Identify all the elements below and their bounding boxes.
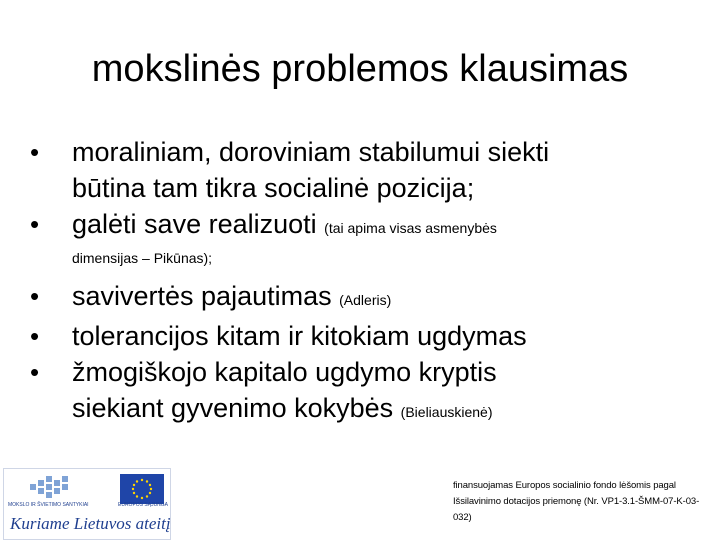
bullet-list — [30, 134, 710, 430]
bullet-text: žmogiškojo kapitalo ugdymo kryptis — [72, 357, 497, 387]
bullet-dot: • — [30, 281, 40, 311]
bullet-text-cont: siekiant gyvenimo kokybės — [72, 393, 394, 423]
eu-flag-icon — [120, 474, 164, 504]
bullet-note: (tai apima visas asmenybės — [324, 220, 497, 236]
logo-org-text: MOKSLO IR ŠVIETIMO SANTYKIAI — [8, 502, 89, 508]
bullet-dot: • — [30, 357, 40, 387]
slide-title: mokslinės problemos klausimas — [91, 48, 629, 90]
bullet-text-cont: būtina tam tikra socialinė pozicija; — [72, 173, 475, 203]
bullet-item — [30, 278, 710, 318]
bullet-text: galėti save realizuoti — [72, 209, 317, 239]
ministry-logo-icon — [30, 474, 110, 514]
bullet-text: moraliniam, doroviniam stabilumui siekti — [72, 137, 550, 167]
bullet-item — [30, 354, 710, 430]
bullet-text: tolerancijos kitam ir kitokiam ugdymas — [72, 321, 527, 351]
bullet-item — [30, 318, 710, 354]
funding-note — [453, 478, 715, 526]
logo-eu-text: EUROPOS SĄJUNGA — [118, 502, 169, 508]
funding-line-2: Išsilavinimo dotacijos priemonę (Nr. VP1-3.1-ŠMM-07-K-03-032) — [453, 496, 700, 523]
bullet-dot: • — [30, 137, 40, 167]
bullet-text: savivertės pajautimas — [72, 281, 332, 311]
logo-tagline: Kuriame Lietuvos ateitį — [10, 514, 171, 533]
bullet-dot: • — [30, 209, 40, 239]
funding-line-1: finansuojamas Europos socialinio fondo lėšomis pagal — [453, 480, 676, 491]
bullet-item — [30, 206, 710, 246]
bullet-note: (Bieliauskienė) — [400, 404, 493, 420]
esf-logo — [0, 466, 172, 540]
bullet-note: (Adleris) — [339, 292, 392, 308]
bullet-dot: • — [30, 321, 40, 351]
bullet-note-cont: dimensijas – Pikūnas); — [72, 250, 213, 266]
bullet-item — [30, 134, 710, 206]
